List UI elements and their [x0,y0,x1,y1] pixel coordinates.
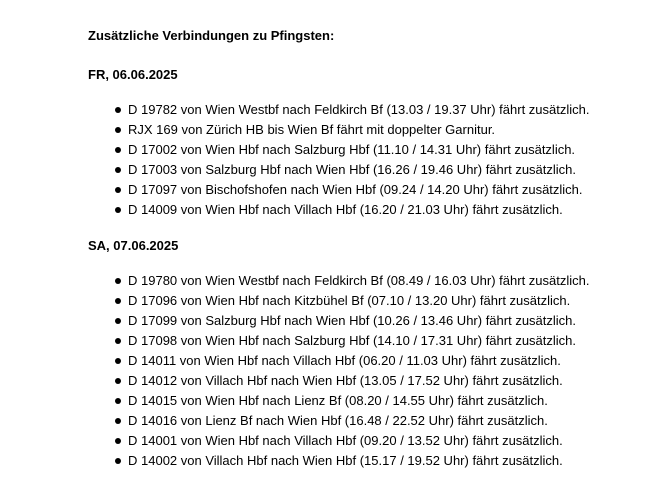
page-title: Zusätzliche Verbindungen zu Pfingsten: [88,28,335,43]
list-item [88,371,648,391]
document-content [88,28,648,489]
list-item [88,391,648,411]
connection-list [88,271,648,471]
day-heading: FR, 06.06.2025 [88,67,178,82]
list-item [88,431,648,451]
bullet-icon [115,187,121,193]
list-item [88,200,648,220]
list-item-text: D 14001 von Wien Hbf nach Villach Hbf (09.20 / 13.52 Uhr) fährt zusätzlich. [128,433,563,448]
list-item [88,351,648,371]
list-item-text: D 14016 von Lienz Bf nach Wien Hbf (16.48 / 22.52 Uhr) fährt zusätzlich. [128,413,548,428]
list-item [88,180,648,200]
list-item [88,331,648,351]
bullet-icon [115,358,121,364]
bullet-icon [115,107,121,113]
section-saturday [88,238,648,471]
bullet-icon [115,147,121,153]
bullet-icon [115,127,121,133]
section-friday [88,67,648,220]
bullet-icon [115,418,121,424]
list-item [88,100,648,120]
bullet-icon [115,298,121,304]
bullet-icon [115,458,121,464]
list-item [88,120,648,140]
bullet-icon [115,398,121,404]
list-item-text: D 14012 von Villach Hbf nach Wien Hbf (13.05 / 17.52 Uhr) fährt zusätzlich. [128,373,563,388]
list-item-text: D 14015 von Wien Hbf nach Lienz Bf (08.20 / 14.55 Uhr) fährt zusätzlich. [128,393,548,408]
list-item-text: D 17097 von Bischofshofen nach Wien Hbf (09.24 / 14.20 Uhr) fährt zusätzlich. [128,182,583,197]
list-item-text: D 14002 von Villach Hbf nach Wien Hbf (15.17 / 19.52 Uhr) fährt zusätzlich. [128,453,563,468]
day-heading: SA, 07.06.2025 [88,238,179,253]
connection-list [88,100,648,220]
list-item [88,271,648,291]
list-item [88,291,648,311]
list-item-text: D 14009 von Wien Hbf nach Villach Hbf (16.20 / 21.03 Uhr) fährt zusätzlich. [128,202,563,217]
list-item-text: D 19780 von Wien Westbf nach Feldkirch Bf (08.49 / 16.03 Uhr) fährt zusätzlich. [128,273,590,288]
list-item [88,311,648,331]
list-item [88,411,648,431]
bullet-icon [115,338,121,344]
list-item [88,451,648,471]
bullet-icon [115,378,121,384]
list-item [88,160,648,180]
list-item-text: D 14011 von Wien Hbf nach Villach Hbf (06.20 / 11.03 Uhr) fährt zusätzlich. [128,353,561,368]
bullet-icon [115,167,121,173]
list-item-text: D 17002 von Wien Hbf nach Salzburg Hbf (11.10 / 14.31 Uhr) fährt zusätzlich. [128,142,576,157]
bullet-icon [115,207,121,213]
bullet-icon [115,278,121,284]
list-item-text: D 17096 von Wien Hbf nach Kitzbühel Bf (07.10 / 13.20 Uhr) fährt zusätzlich. [128,293,571,308]
list-item-text: RJX 169 von Zürich HB bis Wien Bf fährt mit doppelter Garnitur. [128,122,496,137]
list-item-text: D 19782 von Wien Westbf nach Feldkirch Bf (13.03 / 19.37 Uhr) fährt zusätzlich. [128,102,590,117]
list-item [88,140,648,160]
list-item-text: D 17098 von Wien Hbf nach Salzburg Hbf (14.10 / 17.31 Uhr) fährt zusätzlich. [128,333,577,348]
list-item-text: D 17099 von Salzburg Hbf nach Wien Hbf (10.26 / 13.46 Uhr) fährt zusätzlich. [128,313,577,328]
bullet-icon [115,438,121,444]
list-item-text: D 17003 von Salzburg Hbf nach Wien Hbf (16.26 / 19.46 Uhr) fährt zusätzlich. [128,162,577,177]
bullet-icon [115,318,121,324]
